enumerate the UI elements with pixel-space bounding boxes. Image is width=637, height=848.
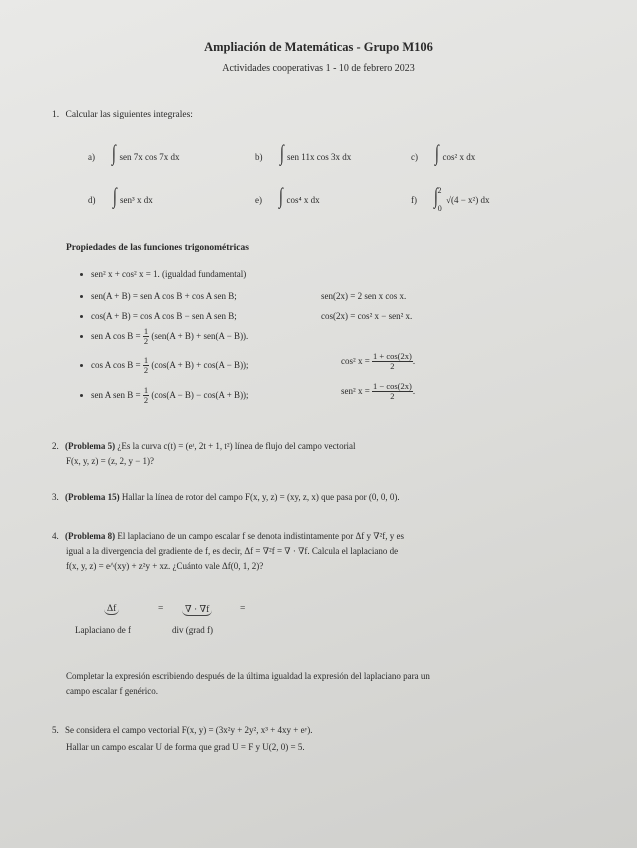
properties-heading: Propiedades de las funciones trigonométricas	[66, 243, 249, 253]
integral-a: a) ∫ sen 7x cos 7x dx	[88, 140, 180, 165]
question-1	[52, 110, 193, 120]
identity-double-sine: sen(2x) = 2 sen x cos x.	[321, 291, 407, 301]
identity-product-sin-cos: sen A cos B = $\frac{1}{2}$ (sen(A + B) + sen(A − B)).	[80, 327, 248, 347]
question-text: Calcular las siguientes integrales:	[65, 110, 193, 120]
laplacian-label: Laplaciano de f	[75, 625, 131, 635]
identity-sin-squared: sen² x = $\frac{1 - \cos(2x)}{2}$ .	[341, 381, 416, 402]
question-number: 1.	[52, 110, 60, 120]
integral-f: f) ∫ 2 0 √(4 − x²) dx	[411, 183, 490, 213]
div-grad-label: div (grad f)	[172, 625, 213, 635]
question-5-line-2: Hallar un campo escalar U de forma que grad U = F y U(2, 0) = 5.	[66, 742, 305, 752]
identity-sum-sine: sen(A + B) = sen A cos B + cos A sen B;	[80, 291, 237, 301]
identity-fundamental: sen² x + cos² x = 1. (igualdad fundamental)	[80, 269, 246, 279]
laplacian-lhs: Δf	[104, 604, 119, 614]
equals-sign-2: =	[240, 604, 246, 614]
question-3: 3. (Problema 15) Hallar la línea de rotor del campo F(x, y, z) = (xy, z, x) que pasa por (0, 0, 0).	[52, 492, 400, 502]
question-2-line-2: F(x, y, z) = (z, 2, y − 1)?	[66, 456, 155, 466]
integral-d: d) ∫ sen³ x dx	[88, 183, 153, 208]
document-subtitle: Actividades cooperativas 1 - 10 de febrero 2023	[222, 63, 415, 74]
identity-cos-squared: cos² x = $\frac{1 + \cos(2x)}{2}$ .	[341, 351, 416, 372]
complete-expression-line-2: campo escalar f genérico.	[66, 686, 158, 696]
identity-product-cos-cos: cos A cos B = $\frac{1}{2}$ (cos(A + B) + cos(A − B));	[80, 356, 249, 376]
integral-b: b) ∫ sen 11x cos 3x dx	[255, 140, 352, 165]
laplacian-div-grad: ∇ · ∇f	[182, 604, 212, 615]
identity-sum-cosine: cos(A + B) = cos A cos B − sen A sen B;	[80, 311, 237, 321]
document-title: Ampliación de Matemáticas - Grupo M106	[204, 40, 433, 54]
question-5: 5. Se considera el campo vectorial F(x, y) = (3x²y + 2y², x³ + 4xy + eʸ).	[52, 725, 313, 735]
question-4-line-2: igual a la divergencia del gradiente de f, es decir, Δf = ∇²f = ∇ · ∇f. Calcula el laplaciano de	[66, 546, 399, 556]
question-2: 2. (Problema 5) ¿Es la curva c(t) = (eᵗ, 2t + 1, t²) línea de flujo del campo vectorial	[52, 441, 356, 451]
question-4-line-3: f(x, y, z) = e^(xy) + z²y + xz. ¿Cuánto vale Δf(0, 1, 2)?	[66, 561, 264, 571]
identity-double-cosine: cos(2x) = cos² x − sen² x.	[321, 311, 413, 321]
equals-sign-1: =	[158, 604, 164, 614]
question-4: 4. (Problema 8) El laplaciano de un campo escalar f se denota indistintamente por Δf y ∇²f, y es	[52, 531, 405, 541]
complete-expression-line-1: Completar la expresión escribiendo después de la última igualdad la expresión del laplaciano para un	[66, 671, 430, 681]
integral-c: c) ∫ cos² x dx	[411, 140, 476, 165]
integral-e: e) ∫ cos⁴ x dx	[255, 183, 320, 208]
identity-product-sin-sin: sen A sen B = $\frac{1}{2}$ (cos(A − B) − cos(A + B));	[80, 386, 249, 406]
